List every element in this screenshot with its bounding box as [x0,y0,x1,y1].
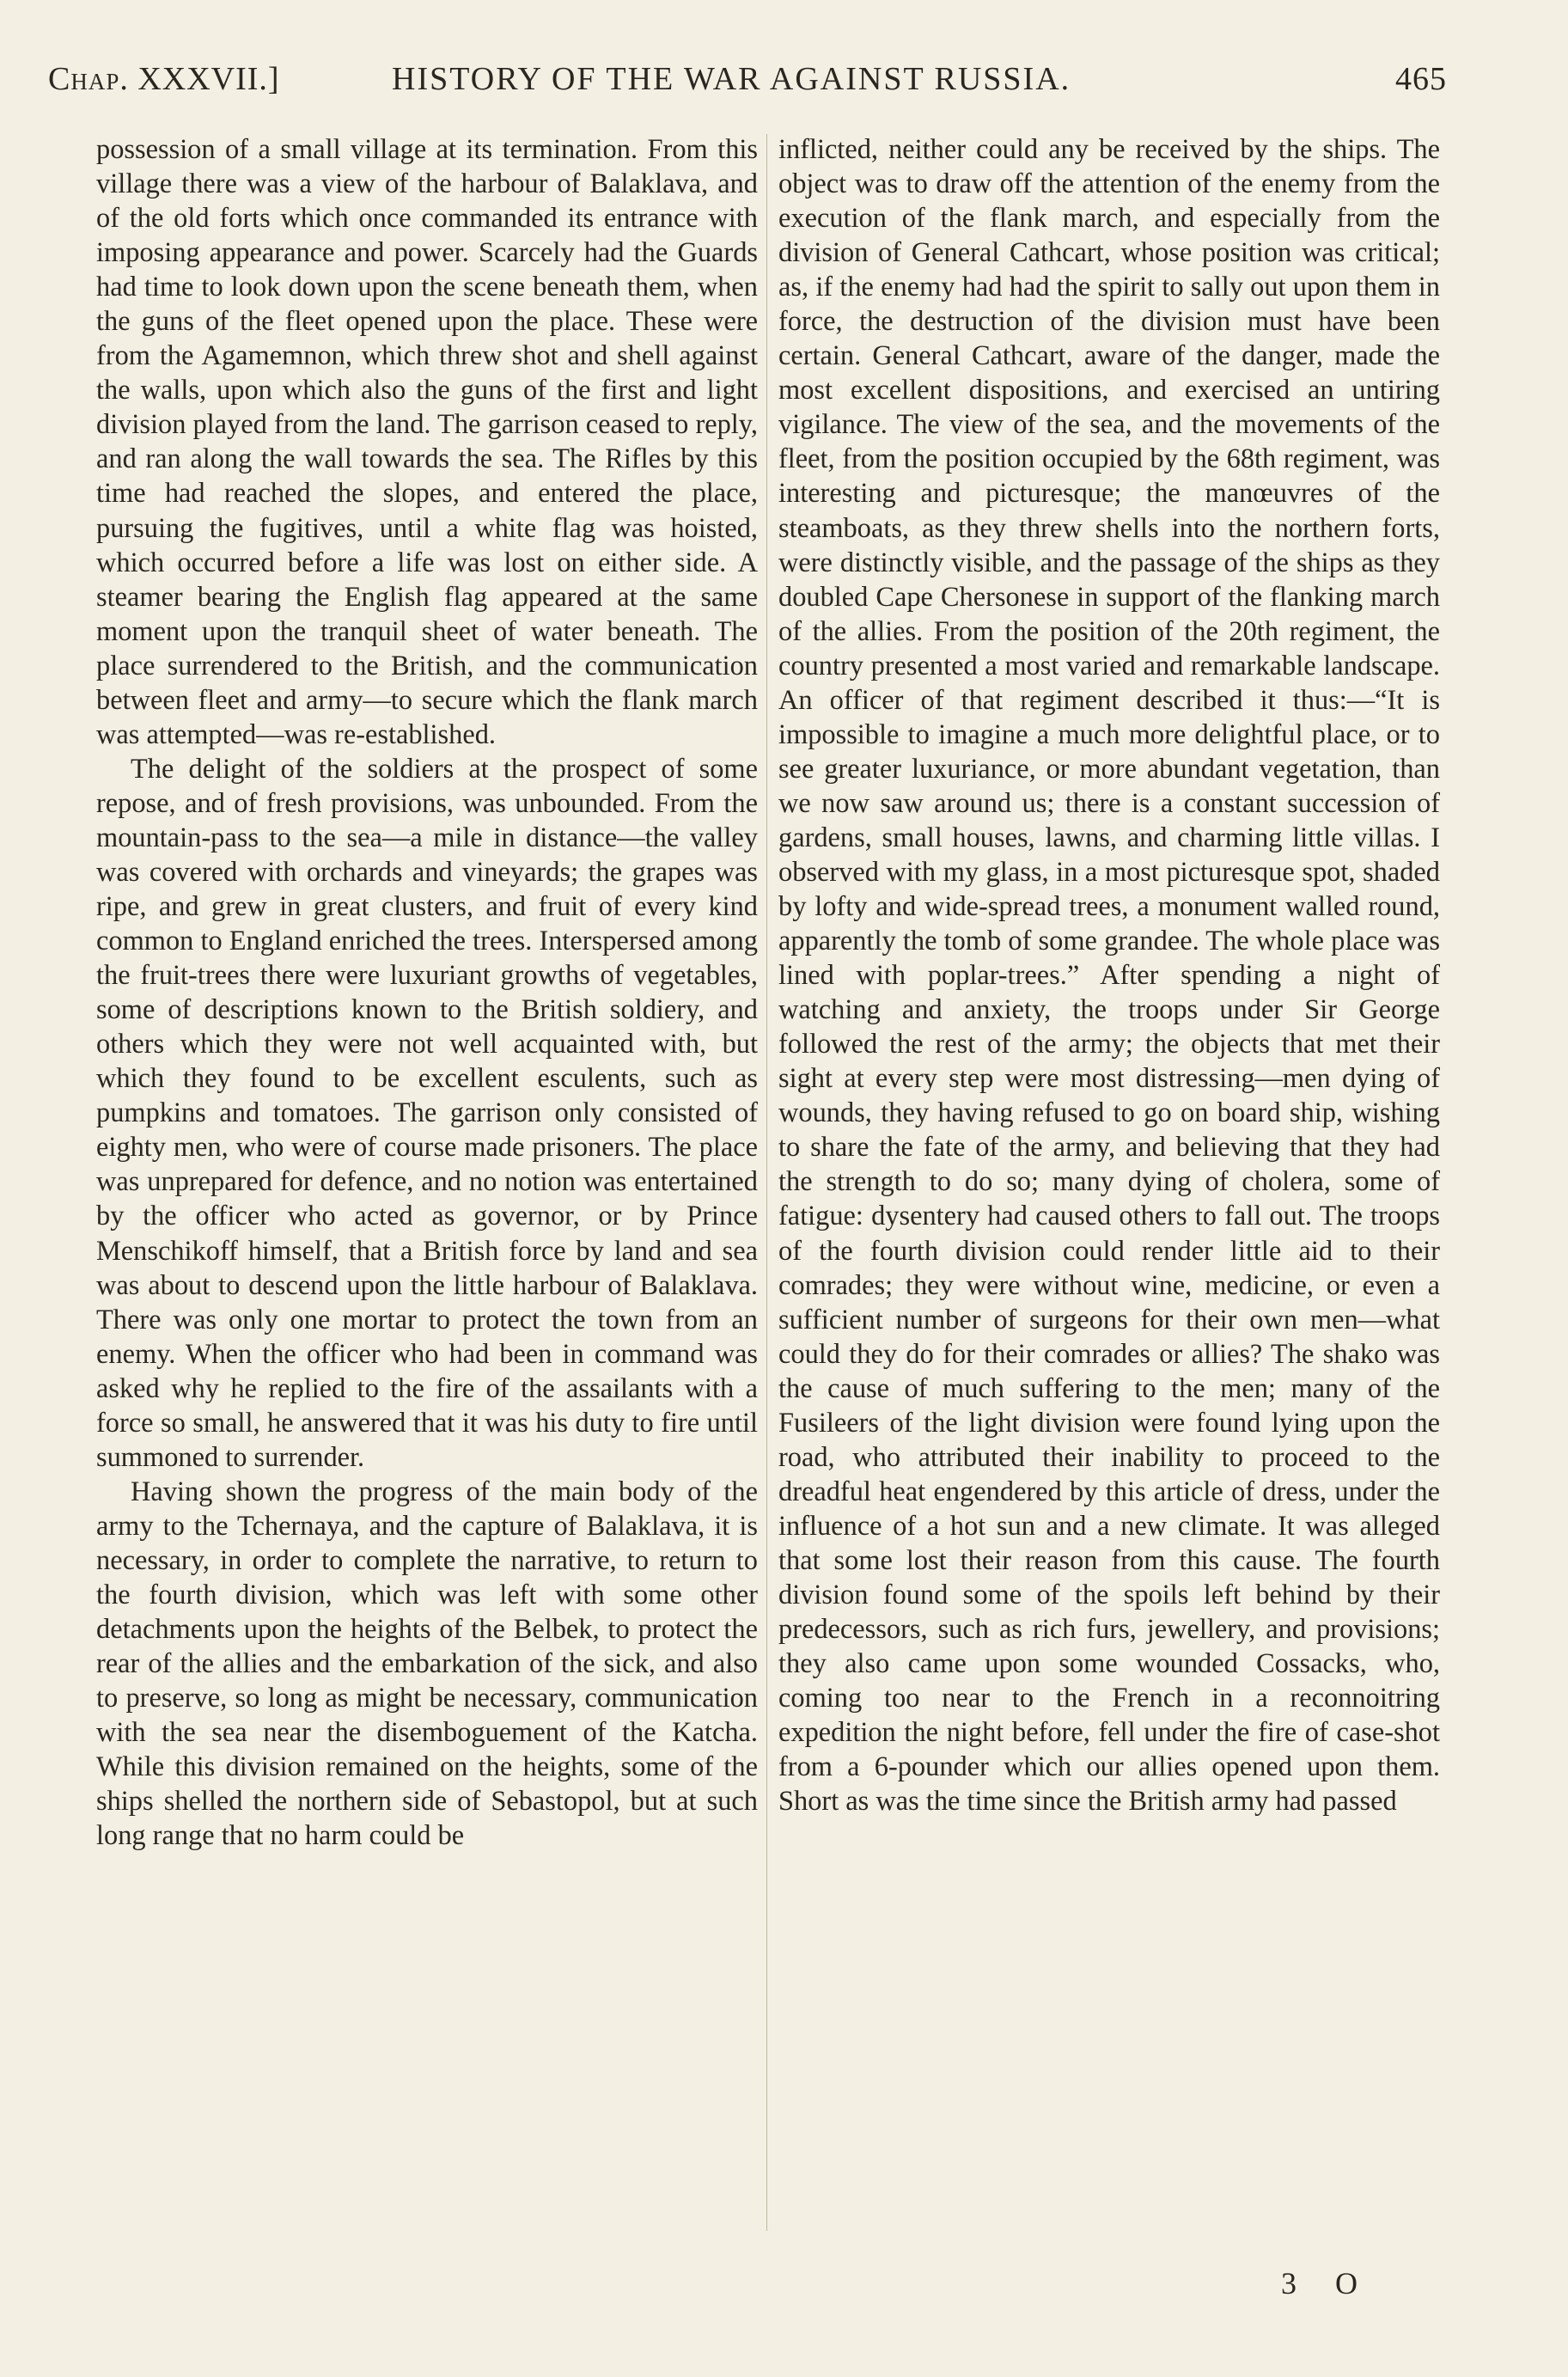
column-divider [766,134,767,2231]
left-column [96,132,758,2229]
signature-mark: 3 O [1281,2266,1373,2301]
paragraph: The delight of the soldiers at the prospect of some repose, and of fresh provisions, was unbounded. From the mountain-pass to the sea—a mile in distance—the valley was covered with orchards and vineyards; the grapes was ripe, and grew in great clusters, and fruit of every kind common to England enriched the trees. Interspersed among the fruit-trees there were luxuriant growths of vegetables, some of descriptions known to the British soldiery, and others which they were not well acquainted with, but which they found to be excellent esculents, such as pumpkins and tomatoes. The garrison only consisted of eighty men, who were of course made prisoners. The place was unprepared for defence, and no notion was entertained by the officer who acted as governor, or by Prince Menschikoff himself, that a British force by land and sea was about to descend upon the little harbour of Balaklava. There was only one mortar to protect the town from an enemy. When the officer who had been in command was asked why he replied to the fire of the assailants with a force so small, he answered that it was his duty to fire until summoned to surrender. [96,753,758,1473]
right-column [778,132,1440,2229]
paragraph: possession of a small village at its termination. From this village there was a view of the harbour of Balaklava, and of the old forts which once commanded its entrance with imposing appearance and power. Scarcely had the Guards had time to look down upon the scene beneath them, when the guns of the fleet opened upon the place. These were from the Agamemnon, which threw shot and shell against the walls, upon which also the guns of the first and light division played from the land. The garrison ceased to reply, and ran along the wall towards the sea. The Rifles by this time had reached the slopes, and entered the place, pursuing the fugitives, until a white flag was hoisted, which occurred before a life was lost on either side. A steamer bearing the English flag appeared at the same moment upon the tranquil sheet of water beneath. The place surrendered to the British, and the communication between fleet and army—to secure which the flank march was attempted—was re-established. [96,134,758,750]
running-head [48,53,1447,105]
page-number: 465 [1395,61,1447,97]
chapter-label: Chap. XXXVII.] [48,61,280,97]
running-title: HISTORY OF THE WAR AGAINST RUSSIA. [392,61,1071,97]
paragraph: inflicted, neither could any be received by the ships. The object was to draw off the attention of the enemy from the execution of the flank march, and especially from the division of General Cathcart, whose position was critical; as, if the enemy had had the spirit to sally out upon them in force, the destruction of the division must have been certain. General Cathcart, aware of the danger, made the most excellent dispositions, and exercised an untiring vigilance. The view of the sea, and the movements of the fleet, from the position occupied by the 68th regiment, was interesting and picturesque; the manœuvres of the steamboats, as they threw shells into the northern forts, were distinctly visible, and the passage of the ships as they doubled Cape Chersonese in support of the flanking march of the allies. From the position of the 20th regiment, the country presented a most varied and remarkable landscape. An officer of that regiment described it thus:—“It is impossible to imagine a much more delightful place, or to see greater luxuriance, or more abundant vegetation, than we now saw around us; there is a constant succession of gardens, small houses, lawns, and charming little villas. I observed with my glass, in a most picturesque spot, shaded by lofty and wide-spread trees, a monument walled round, apparently the tomb of some grandee. The whole place was lined with poplar-trees.” After spending a night of watching and anxiety, the troops under Sir George followed the rest of the army; the objects that met their sight at every step were most distressing—men dying of wounds, they having refused to go on board ship, wishing to share the fate of the army, and believing that they had the strength to do so; many dying of cholera, some of fatigue: dysentery had caused others to fall out. The troops of the fourth division could render little aid to their comrades; they were without wine, medicine, or even a sufficient number of surgeons for their own men—what could they do for their comrades or allies? The shako was the cause of much suffering to the men; many of the Fusileers of the light division were found lying upon the road, who attributed their inability to proceed to the dreadful heat engendered by this article of dress, under the influence of a hot sun and a new climate. It was alleged that some lost their reason from this cause. The fourth division found some of the spoils left behind by their predecessors, such as rich furs, jewellery, and provisions; they also came upon some wounded Cossacks, who, coming too near to the French in a reconnoitring expedition the night before, fell under the fire of case-shot from a 6-pounder which our allies opened upon them. Short as was the time since the British army had passed [778,134,1440,1818]
paragraph: Having shown the progress of the main body of the army to the Tchernaya, and the capture of Balaklava, it is necessary, in order to complete the narrative, to return to the fourth division, which was left with some other detachments upon the heights of the Belbek, to protect the rear of the allies and the embarkation of the sick, and also to preserve, so long as might be necessary, communication with the sea near the disemboguement of the Katcha. While this division remained on the heights, some of the ships shelled the northern side of Sebastopol, but at such long range that no harm could be [96,1476,758,1852]
